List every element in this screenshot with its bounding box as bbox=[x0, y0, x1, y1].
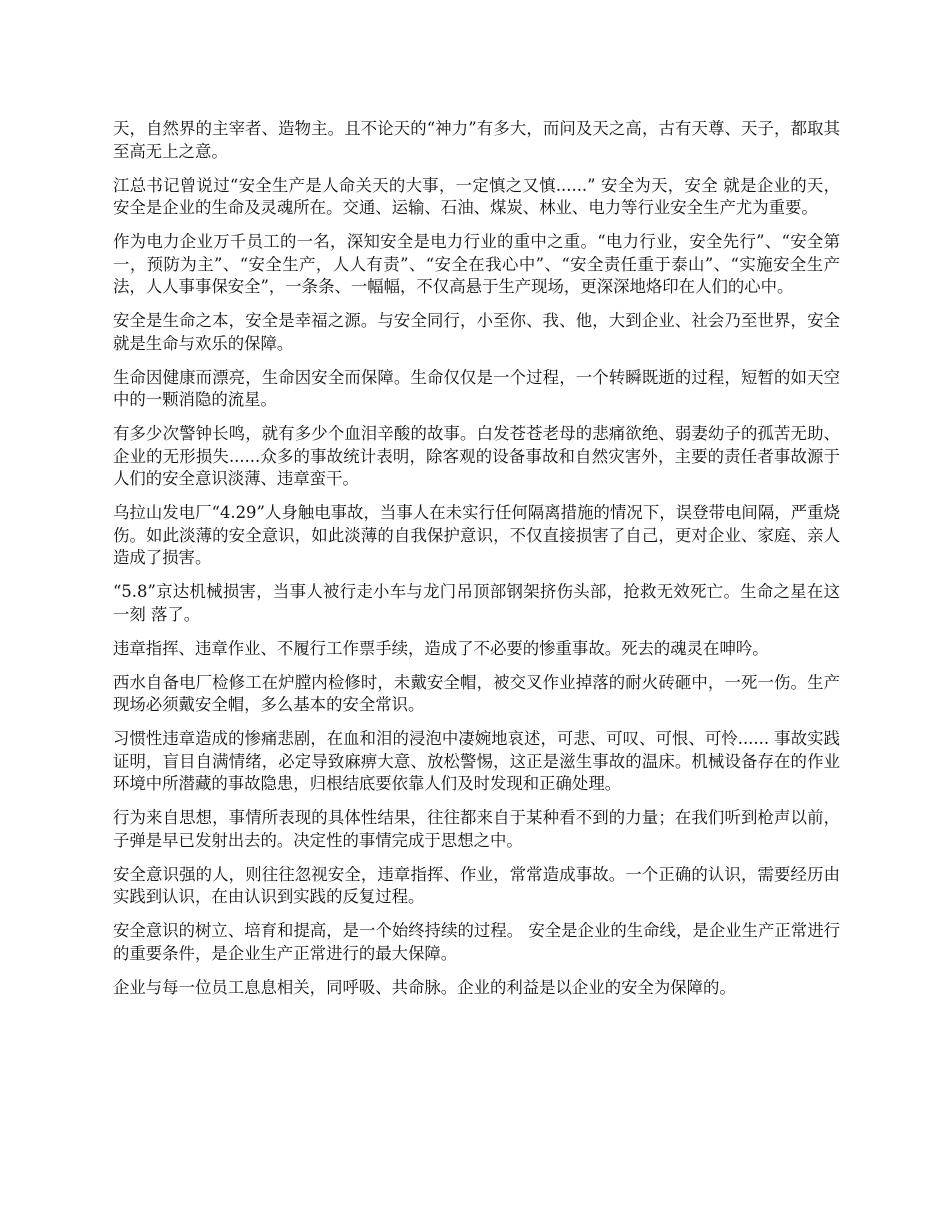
paragraph-8: “5.8”京达机械损害，当事人被行走小车与龙门吊顶部钢架挤伤头部，抢救无效死亡。生命之星在这一刻 落了。 bbox=[113, 582, 840, 624]
paragraph-1: 天，自然界的主宰者、造物主。且不论天的“神力”有多大，而问及天之高，古有天尊、天子，都取其至高无上之意。 bbox=[113, 119, 840, 161]
paragraph-10: 西水自备电厂检修工在炉膛内检修时，未戴安全帽，被交叉作业掉落的耐火砖砸中，一死一伤。生产现场必须戴安全帽，多么基本的安全常识。 bbox=[113, 672, 840, 714]
paragraph-12: 行为来自思想，事情所表现的具体性结果，往往都来自于某种看不到的力量；在我们听到枪声以前，子弹是早已发射出去的。决定性的事情完成于思想之中。 bbox=[113, 808, 840, 850]
paragraph-3: 作为电力企业万千员工的一名，深知安全是电力行业的重中之重。“电力行业，安全先行”、“安全第一，预防为主”、“安全生产，人人有责”、“安全在我心中”、“安全责任重于泰山”、“实施安全生产法，人人事事保安全”，一条条、一幅幅，不仅高悬于生产现场，更深深地烙印在人们的心中。 bbox=[113, 232, 840, 296]
paragraph-11: 习惯性违章造成的惨痛悲剧，在血和泪的浸泡中凄婉地哀述，可悲、可叹、可恨、可怜...... 事故实践证明，盲目自满情绪，必定导致麻痹大意、放松警惕，这正是滋生事故的温床。机械设备存在的作业环境中所潜藏的事故隐患，归根结底要依靠人们及时发现和正确处理。 bbox=[113, 729, 840, 793]
document-page bbox=[113, 118, 840, 1011]
paragraph-15: 企业与每一位员工息息相关，同呼吸、共命脉。企业的利益是以企业的安全为保障的。 bbox=[113, 977, 736, 997]
paragraph-5: 生命因健康而漂亮，生命因安全而保障。生命仅仅是一个过程，一个转瞬既逝的过程，短暂的如天空中的一颗消隐的流星。 bbox=[113, 367, 840, 409]
paragraph-4: 安全是生命之本，安全是幸福之源。与安全同行，小至你、我、他，大到企业、社会乃至世界，安全就是生命与欢乐的保障。 bbox=[113, 311, 840, 353]
paragraph-14: 安全意识的树立、培育和提高，是一个始终持续的过程。 安全是企业的生命线，是企业生产正常进行的重要条件，是企业生产正常进行的最大保障。 bbox=[113, 921, 840, 963]
paragraph-7: 乌拉山发电厂“4.29”人身触电事故，当事人在未实行任何隔离措施的情况下，误登带电间隔，严重烧伤。如此淡薄的安全意识，如此淡薄的自我保护意识，不仅直接损害了自己，更对企业、家庭、亲人造成了损害。 bbox=[113, 503, 840, 567]
paragraph-2: 江总书记曾说过“安全生产是人命关天的大事，一定慎之又慎......” 安全为天，安全 就是企业的天，安全是企业的生命及灵魂所在。交通、运输、石油、煤炭、林业、电力等行业安全生产尤为重要。 bbox=[113, 175, 840, 217]
paragraph-9: 违章指挥、违章作业、不履行工作票手续，造成了不必要的惨重事故。死去的魂灵在呻吟。 bbox=[113, 638, 769, 658]
paragraph-6: 有多少次警钟长鸣，就有多少个血泪辛酸的故事。白发苍苍老母的悲痛欲绝、弱妻幼子的孤苦无助、企业的无形损失......众多的事故统计表明，除客观的设备事故和自然灾害外，主要的责任者事故源于人们的安全意识淡薄、违章蛮干。 bbox=[113, 424, 840, 488]
paragraph-13: 安全意识强的人，则往往忽视安全，违章指挥、作业，常常造成事故。一个正确的认识，需要经历由实践到认识，在由认识到实践的反复过程。 bbox=[113, 864, 840, 906]
